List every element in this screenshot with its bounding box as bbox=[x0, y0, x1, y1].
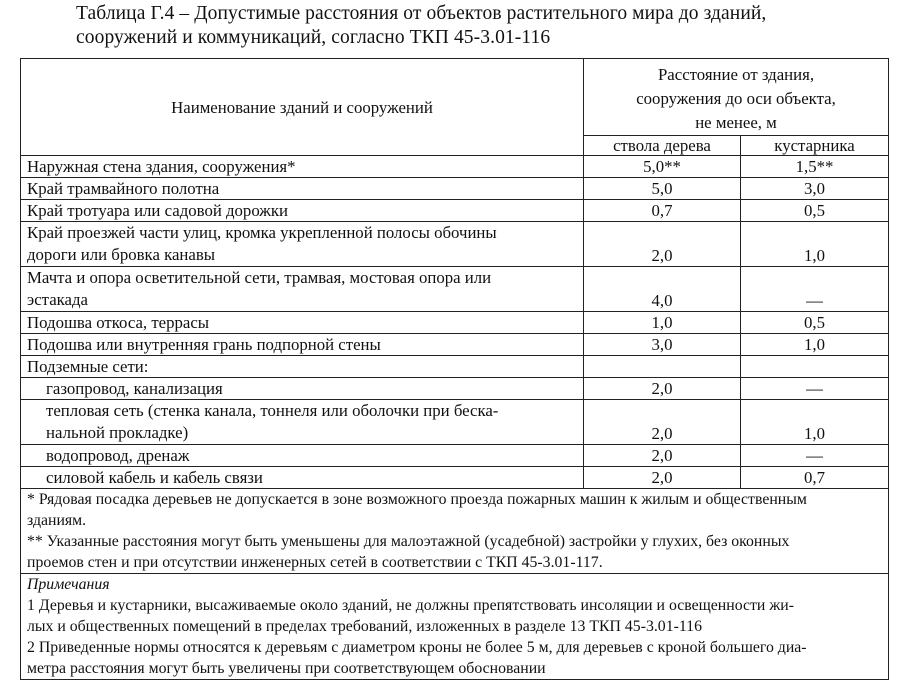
row-shrub: — bbox=[741, 378, 889, 400]
row-shrub: — bbox=[741, 267, 889, 312]
subheader-shrub: кустарника bbox=[741, 136, 889, 156]
footnote-1-line-2: зданиям. bbox=[27, 512, 87, 529]
row-name-line-2: дороги или бровка канавы bbox=[27, 245, 216, 264]
row-shrub: 1,0 bbox=[741, 334, 889, 356]
table-row bbox=[21, 222, 889, 267]
table-row bbox=[21, 445, 889, 467]
row-name-line-2: эстакада bbox=[27, 290, 88, 309]
row-trunk: 5,0** bbox=[584, 156, 741, 178]
row-name bbox=[21, 267, 584, 312]
header-distance-line-1: Расстояние от здания, bbox=[657, 65, 815, 84]
distances-table bbox=[20, 58, 889, 680]
row-trunk bbox=[584, 356, 741, 378]
footnotes-cell bbox=[21, 489, 889, 574]
header-distance-line-2: сооружения до оси объекта, bbox=[636, 89, 836, 108]
notes-row bbox=[21, 574, 889, 680]
footnote-2-line-1: ** Указанные расстояния могут быть уменьшены для малоэтажной (усадебной) застройки у глухих, без оконных bbox=[27, 533, 790, 550]
footnote-1-line-1: * Рядовая посадка деревьев не допускается в зоне возможного проезда пожарных машин к жилым и общественным bbox=[27, 491, 807, 508]
row-trunk: 0,7 bbox=[584, 200, 741, 222]
row-trunk: 2,0 bbox=[584, 467, 741, 489]
notes-cell bbox=[21, 574, 889, 680]
note-1-line-1: 1 Деревья и кустарники, высаживаемые около зданий, не должны препятствовать инсоляции и освещенности жи- bbox=[27, 597, 794, 614]
row-name: Край трамвайного полотна bbox=[21, 178, 584, 200]
row-shrub: 1,5** bbox=[741, 156, 889, 178]
row-name-line-1: тепловая сеть (стенка канала, тоннеля или оболочки при беска- bbox=[46, 401, 499, 420]
row-name: Наружная стена здания, сооружения* bbox=[21, 156, 584, 178]
row-shrub: — bbox=[741, 445, 889, 467]
row-trunk: 2,0 bbox=[584, 445, 741, 467]
row-name: газопровод, канализация bbox=[21, 378, 584, 400]
table-row bbox=[21, 467, 889, 489]
row-name-line-1: Мачта и опора осветительной сети, трамвая, мостовая опора или bbox=[27, 268, 492, 287]
row-trunk: 3,0 bbox=[584, 334, 741, 356]
table-title bbox=[76, 2, 896, 50]
table-row bbox=[21, 400, 889, 445]
table-title-line-2: сооружений и коммуникаций, согласно ТКП 45-3.01-116 bbox=[76, 27, 551, 48]
row-name-line-2: нальной прокладке) bbox=[46, 423, 189, 442]
table-row bbox=[21, 156, 889, 178]
table-title-line-1: Таблица Г.4 – Допустимые расстояния от объектов растительного мира до зданий, bbox=[76, 3, 767, 24]
footnote-2-line-2: проемов стен и при отсутствии инженерных сетей в соответствии с ТКП 45-3.01-117. bbox=[27, 554, 603, 571]
note-2-line-1: 2 Приведенные нормы относятся к деревьям с диаметром кроны не более 5 м, для деревьев с кроной большего диа- bbox=[27, 639, 807, 656]
row-shrub: 1,0 bbox=[741, 222, 889, 267]
row-name bbox=[21, 400, 584, 445]
header-distance-cell bbox=[584, 59, 889, 136]
row-name: Подошва или внутренняя грань подпорной стены bbox=[21, 334, 584, 356]
table-row bbox=[21, 267, 889, 312]
footnotes-row bbox=[21, 489, 889, 574]
row-shrub bbox=[741, 356, 889, 378]
table-row bbox=[21, 200, 889, 222]
row-trunk: 4,0 bbox=[584, 267, 741, 312]
row-shrub: 0,5 bbox=[741, 312, 889, 334]
header-name-cell: Наименование зданий и сооружений bbox=[21, 59, 584, 156]
table-row bbox=[21, 334, 889, 356]
note-2-line-2: метра расстояния могут быть увеличены при соответствующем обосновании bbox=[27, 660, 546, 677]
header-row bbox=[21, 59, 889, 136]
row-name: Подошва откоса, террасы bbox=[21, 312, 584, 334]
row-name-line-1: Край проезжей части улиц, кромка укрепленной полосы обочины bbox=[27, 223, 497, 242]
row-name bbox=[21, 222, 584, 267]
row-name: Подземные сети: bbox=[21, 356, 584, 378]
header-distance-line-3: не менее, м bbox=[695, 113, 777, 132]
row-shrub: 1,0 bbox=[741, 400, 889, 445]
table-row bbox=[21, 178, 889, 200]
table-row bbox=[21, 312, 889, 334]
note-1-line-2: лых и общественных помещений в пределах требований, изложенных в разделе 13 ТКП 45-3.01-116 bbox=[27, 618, 702, 635]
row-shrub: 0,5 bbox=[741, 200, 889, 222]
row-trunk: 2,0 bbox=[584, 378, 741, 400]
subheader-trunk: ствола дерева bbox=[584, 136, 741, 156]
row-shrub: 3,0 bbox=[741, 178, 889, 200]
row-trunk: 2,0 bbox=[584, 222, 741, 267]
table-row bbox=[21, 378, 889, 400]
notes-heading: Примечания bbox=[27, 576, 110, 593]
row-name: Край тротуара или садовой дорожки bbox=[21, 200, 584, 222]
row-trunk: 2,0 bbox=[584, 400, 741, 445]
row-trunk: 1,0 bbox=[584, 312, 741, 334]
table-row bbox=[21, 356, 889, 378]
row-shrub: 0,7 bbox=[741, 467, 889, 489]
row-name: силовой кабель и кабель связи bbox=[21, 467, 584, 489]
row-name: водопровод, дренаж bbox=[21, 445, 584, 467]
row-trunk: 5,0 bbox=[584, 178, 741, 200]
